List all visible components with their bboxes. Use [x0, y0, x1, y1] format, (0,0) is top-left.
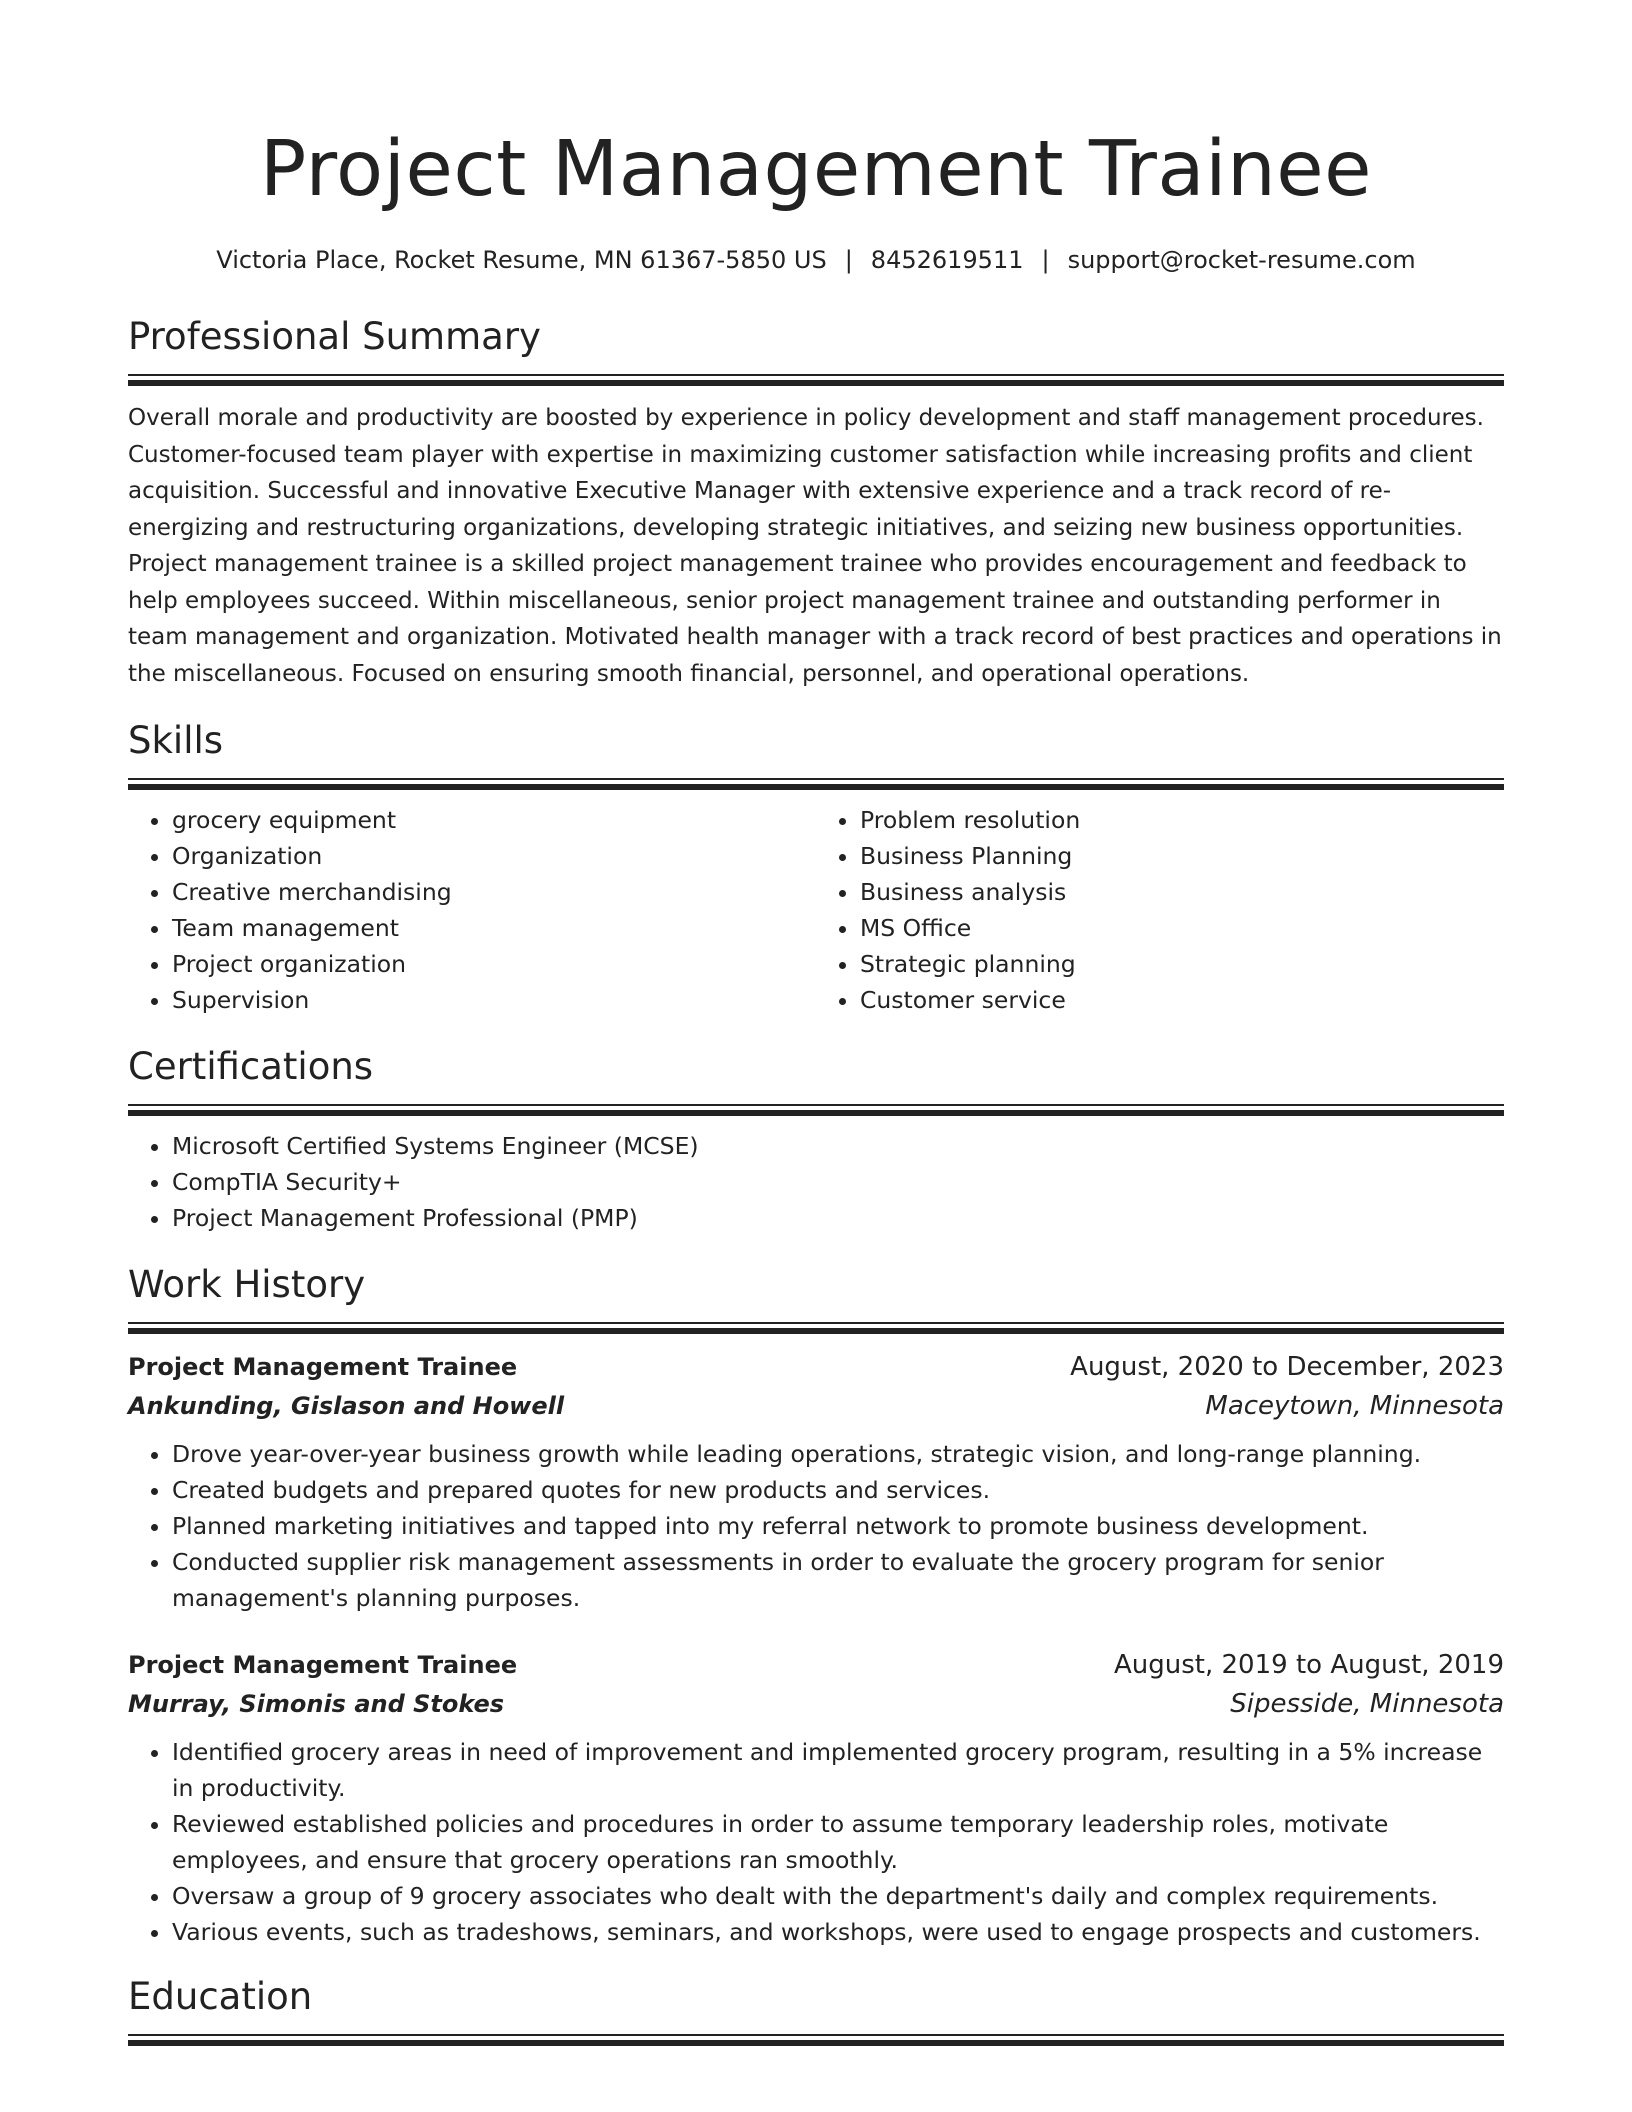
job-header	[128, 1348, 1504, 1386]
contact-line	[128, 244, 1504, 276]
work-history-section	[128, 1260, 1504, 1950]
skill-item: • Organization	[172, 838, 816, 874]
section-title: Certifications	[128, 1045, 374, 1088]
skill-item: • Creative merchandising	[172, 874, 816, 910]
skill-item: • Business Planning	[860, 838, 1504, 874]
job-subheader	[128, 1386, 1504, 1426]
skills-section	[128, 716, 1504, 1018]
skill-item: • Strategic planning	[860, 946, 1504, 982]
skill-item: • Project organization	[172, 946, 816, 982]
section-title: Education	[128, 1975, 313, 2018]
contact-address: Victoria Place, Rocket Resume, MN 61367-5850 US	[216, 246, 827, 274]
section-title: Professional Summary	[128, 315, 541, 358]
certification-item: • Project Management Professional (PMP)	[172, 1200, 1504, 1236]
skill-item: • MS Office	[860, 910, 1504, 946]
job-dates: August, 2020 to December, 2023	[1070, 1352, 1504, 1382]
job-entry	[128, 1646, 1504, 1950]
job-bullet: • Drove year-over-year business growth while leading operations, strategic vision, and long-range planning.	[172, 1436, 1504, 1472]
job-bullet: • Reviewed established policies and procedures in order to assume temporary leadership roles, motivate employees, and ensure that grocery operations ran smoothly.	[172, 1806, 1504, 1878]
skill-item: • Problem resolution	[860, 802, 1504, 838]
section-divider	[128, 778, 1504, 790]
skill-item: • Supervision	[172, 982, 816, 1018]
contact-phone: 8452619511	[870, 246, 1024, 274]
job-header	[128, 1646, 1504, 1684]
certification-item: • Microsoft Certified Systems Engineer (MCSE)	[172, 1128, 1504, 1164]
job-company: Murray, Simonis and Stokes	[128, 1690, 505, 1718]
certification-item: • CompTIA Security+	[172, 1164, 1504, 1200]
section-title: Work History	[128, 1263, 366, 1306]
job-location: Sipesside, Minnesota	[1230, 1689, 1504, 1719]
skills-columns	[128, 802, 1504, 1018]
job-title: Project Management Trainee	[128, 1353, 518, 1381]
contact-separator: |	[844, 246, 853, 274]
contact-separator: |	[1041, 246, 1050, 274]
job-bullet: • Conducted supplier risk management assessments in order to evaluate the grocery program for senior management's planning purposes.	[172, 1544, 1504, 1616]
job-bullets	[128, 1734, 1504, 1950]
skills-list-left	[128, 802, 816, 1018]
section-divider	[128, 374, 1504, 386]
contact-email: support@rocket-resume.com	[1067, 246, 1416, 274]
job-dates: August, 2019 to August, 2019	[1114, 1650, 1504, 1680]
job-bullet: • Oversaw a group of 9 grocery associates who dealt with the department's daily and complex requirements.	[172, 1878, 1504, 1914]
job-title: Project Management Trainee	[128, 1651, 518, 1679]
job-subheader	[128, 1684, 1504, 1724]
job-entry	[128, 1348, 1504, 1616]
certifications-list	[128, 1128, 1504, 1236]
skill-item: • Team management	[172, 910, 816, 946]
job-bullet: • Planned marketing initiatives and tapped into my referral network to promote business development.	[172, 1508, 1504, 1544]
job-bullet: • Various events, such as tradeshows, seminars, and workshops, were used to engage prospects and customers.	[172, 1914, 1504, 1950]
skills-list-right	[816, 802, 1504, 1018]
section-divider	[128, 2034, 1504, 2046]
job-bullet: • Created budgets and prepared quotes for new products and services.	[172, 1472, 1504, 1508]
professional-summary-section	[128, 312, 1504, 692]
job-bullets	[128, 1436, 1504, 1616]
job-bullet: • Identified grocery areas in need of improvement and implemented grocery program, resulting in a 5% increase in productivity.	[172, 1734, 1504, 1806]
skill-item: • Business analysis	[860, 874, 1504, 910]
certifications-section	[128, 1042, 1504, 1236]
education-section	[128, 1972, 1504, 2046]
job-company: Ankunding, Gislason and Howell	[128, 1392, 565, 1420]
skill-item: • grocery equipment	[172, 802, 816, 838]
section-divider	[128, 1322, 1504, 1334]
job-location: Maceytown, Minnesota	[1205, 1391, 1504, 1421]
resume-name: Project Management Trainee	[259, 125, 1373, 214]
summary-text: Overall morale and productivity are boosted by experience in policy development and staff management procedures. Customer-focused team player with expertise in maximizing customer satisfaction while increasing profits and client acquisition. Successful and innovative Executive Manager with extensive experience and a track record of re-energizing and restructuring organizations, developing strategic initiatives, and seizing new business opportunities. Project management trainee is a skilled project management trainee who provides encouragement and feedback to help employees succeed. Within miscellaneous, senior project management trainee and outstanding performer in team management and organization. Motivated health manager with a track record of best practices and operations in the miscellaneous. Focused on ensuring smooth financial, personnel, and operational operations.	[128, 405, 1502, 687]
section-title: Skills	[128, 719, 224, 762]
section-divider	[128, 1104, 1504, 1116]
skill-item: • Customer service	[860, 982, 1504, 1018]
